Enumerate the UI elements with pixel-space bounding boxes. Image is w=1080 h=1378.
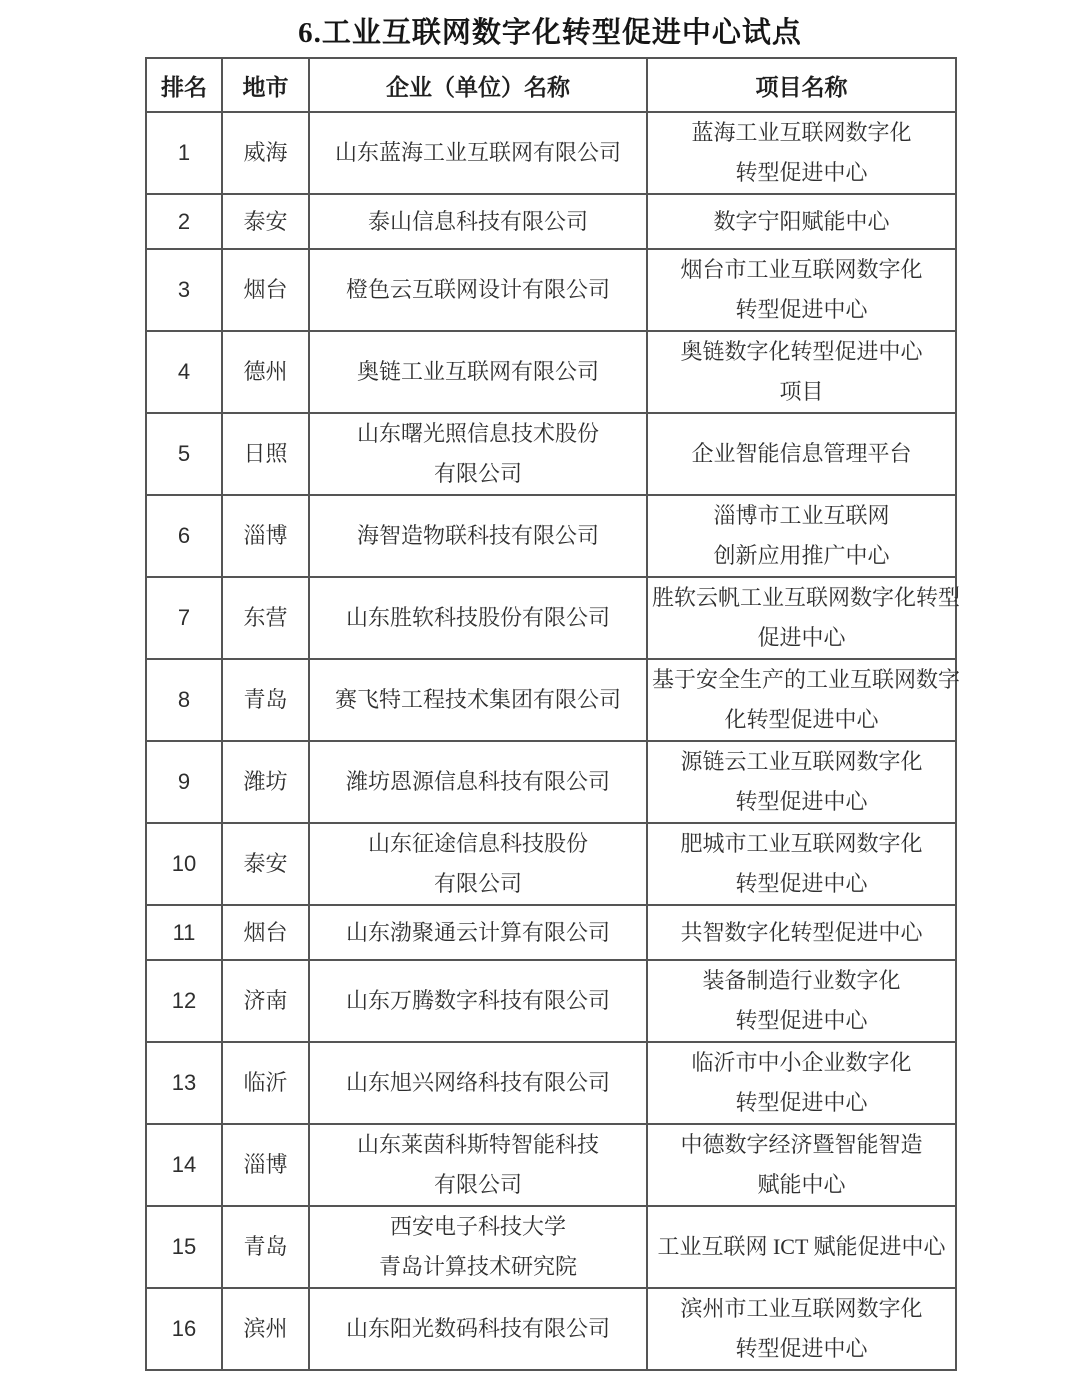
pilot-center-table: [145, 57, 961, 1371]
cell-text-line: 14: [171, 1152, 197, 1177]
cell-text-line: 潍坊: [243, 769, 288, 794]
table-cell-project: [647, 905, 956, 960]
table-body: [146, 112, 961, 1370]
table-cell-project: [647, 112, 956, 194]
cell-text-line: 工业互联网 ICT 赋能促进中心: [657, 1234, 946, 1259]
cell-text-line: 5: [177, 441, 191, 466]
table-cell-rank: [146, 823, 222, 905]
table-cell-city: [222, 577, 309, 659]
cell-text-line: 潍坊恩源信息科技有限公司: [345, 769, 610, 794]
table-cell-city: [222, 331, 309, 413]
table-cell-company: [309, 905, 647, 960]
cell-text-line: 山东征途信息科技股份: [367, 831, 588, 856]
table-cell-company: [309, 249, 647, 331]
cell-text-line: 烟台: [243, 277, 288, 302]
cell-text-line: 山东渤聚通云计算有限公司: [345, 919, 610, 945]
table-row: [146, 112, 956, 194]
table-cell-project: [647, 1206, 956, 1288]
table-cell-rank: [146, 413, 222, 495]
table-cell-company: [309, 1042, 647, 1124]
table-cell-city: [222, 495, 309, 577]
column-header-project: 项目名称: [647, 58, 956, 112]
cell-text-line: 转型促进中心: [735, 1090, 868, 1115]
cell-text-line: 装备制造行业数字化: [702, 968, 901, 993]
table-cell-rank: [146, 112, 222, 194]
table-cell-company: [309, 823, 647, 905]
table-cell-project: [647, 331, 956, 413]
table-cell-project: [647, 413, 956, 495]
cell-text-line: 蓝海工业互联网数字化: [691, 120, 912, 145]
cell-text-line: 东营: [243, 605, 288, 630]
table-cell-project: [647, 741, 956, 823]
cell-text-line: 源链云工业互联网数字化: [680, 749, 923, 774]
table-cell-city: [222, 1288, 309, 1370]
cell-text-line: 15: [171, 1234, 197, 1259]
cell-text-line: 山东阳光数码科技有限公司: [345, 1316, 610, 1341]
cell-text-line: 16: [171, 1316, 197, 1341]
table-cell-rank: [146, 331, 222, 413]
table-row: [146, 823, 956, 905]
cell-text-line: 西安电子科技大学: [389, 1214, 566, 1239]
column-header-rank: 排名: [146, 58, 222, 112]
table-row: [146, 741, 956, 823]
table-cell-project: [647, 577, 961, 659]
table-cell-company: [309, 1124, 647, 1206]
table-cell-rank: [146, 1124, 222, 1206]
cell-text-line: 赛飞特工程技术集团有限公司: [334, 687, 621, 712]
cell-text-line: 中德数字经济暨智能智造: [680, 1132, 923, 1157]
page-title: 6.工业互联网数字化转型促进中心试点: [298, 17, 802, 49]
cell-text-line: 山东万腾数字科技有限公司: [345, 988, 610, 1013]
table-header-row: [146, 58, 956, 112]
table-cell-project: [647, 960, 956, 1042]
cell-text-line: 泰山信息科技有限公司: [367, 208, 588, 234]
cell-text-line: 橙色云互联网设计有限公司: [345, 277, 610, 302]
table-cell-rank: [146, 194, 222, 249]
table-row: [146, 1042, 956, 1124]
table-cell-company: [309, 1288, 647, 1370]
table-row: [146, 413, 956, 495]
table-cell-rank: [146, 659, 222, 741]
table-cell-company: [309, 495, 647, 577]
cell-text-line: 淄博: [243, 523, 288, 548]
cell-text-line: 数字宁阳赋能中心: [713, 208, 890, 234]
cell-text-line: 4: [177, 359, 191, 384]
cell-text-line: 项目: [779, 379, 824, 404]
table-cell-city: [222, 413, 309, 495]
cell-text-line: 8: [177, 687, 191, 712]
cell-text-line: 基于安全生产的工业互联网数字: [652, 667, 961, 692]
cell-text-line: 6: [177, 523, 191, 548]
table-cell-project: [647, 1042, 956, 1124]
table-row: [146, 1124, 956, 1206]
table-cell-rank: [146, 577, 222, 659]
table-row: [146, 577, 956, 659]
table-cell-rank: [146, 1042, 222, 1124]
cell-text-line: 2: [177, 208, 191, 234]
cell-text-line: 山东旭兴网络科技有限公司: [345, 1070, 610, 1095]
cell-text-line: 淄博: [243, 1152, 288, 1177]
table-cell-city: [222, 741, 309, 823]
table-cell-project: [647, 249, 956, 331]
cell-text-line: 赋能中心: [757, 1172, 846, 1197]
table-cell-city: [222, 249, 309, 331]
table-row: [146, 1206, 956, 1288]
cell-text-line: 泰安: [243, 208, 288, 234]
cell-text-line: 青岛: [243, 1234, 288, 1259]
cell-text-line: 促进中心: [757, 625, 846, 650]
table-cell-city: [222, 960, 309, 1042]
cell-text-line: 泰安: [243, 851, 288, 876]
table-cell-rank: [146, 960, 222, 1042]
table-cell-rank: [146, 495, 222, 577]
cell-text-line: 烟台市工业互联网数字化: [680, 257, 923, 282]
column-header-company: 企业（单位）名称: [309, 58, 647, 112]
cell-text-line: 山东莱茵科斯特智能科技: [356, 1132, 599, 1157]
cell-text-line: 日照: [243, 441, 288, 466]
table-cell-company: [309, 194, 647, 249]
cell-text-line: 有限公司: [433, 1172, 522, 1197]
table-cell-company: [309, 1206, 647, 1288]
table-cell-project: [647, 495, 956, 577]
cell-text-line: 济南: [243, 988, 288, 1013]
table-header: [146, 58, 956, 112]
table-cell-rank: [146, 905, 222, 960]
table-cell-city: [222, 659, 309, 741]
cell-text-line: 3: [177, 277, 191, 302]
cell-text-line: 转型促进中心: [735, 1336, 868, 1361]
table-cell-city: [222, 194, 309, 249]
cell-text-line: 转型促进中心: [735, 1008, 868, 1033]
table-cell-city: [222, 905, 309, 960]
table-row: [146, 331, 956, 413]
table-cell-city: [222, 823, 309, 905]
cell-text-line: 海智造物联科技有限公司: [356, 523, 599, 548]
table-row: [146, 249, 956, 331]
cell-text-line: 企业智能信息管理平台: [691, 441, 912, 466]
cell-text-line: 临沂: [243, 1070, 288, 1095]
table-row: [146, 960, 956, 1042]
table-cell-project: [647, 823, 956, 905]
cell-text-line: 转型促进中心: [735, 789, 868, 814]
cell-text-line: 13: [171, 1070, 197, 1095]
table-cell-company: [309, 112, 647, 194]
table-row: [146, 905, 956, 960]
cell-text-line: 山东曙光照信息技术股份: [356, 421, 599, 446]
table-cell-company: [309, 577, 647, 659]
table-cell-company: [309, 413, 647, 495]
cell-text-line: 山东蓝海工业互联网有限公司: [334, 140, 621, 165]
table-cell-city: [222, 1206, 309, 1288]
cell-text-line: 转型促进中心: [735, 160, 868, 185]
table-cell-project: [647, 659, 961, 741]
cell-text-line: 12: [171, 988, 197, 1013]
column-header-city: 地市: [222, 58, 309, 112]
cell-text-line: 转型促进中心: [735, 297, 868, 322]
table-cell-city: [222, 1042, 309, 1124]
cell-text-line: 德州: [243, 359, 288, 384]
table-cell-city: [222, 112, 309, 194]
table-cell-project: [647, 1124, 956, 1206]
cell-text-line: 有限公司: [433, 871, 522, 896]
cell-text-line: 青岛计算技术研究院: [378, 1254, 577, 1279]
table-cell-project: [647, 194, 956, 249]
cell-text-line: 9: [177, 769, 191, 794]
cell-text-line: 威海: [243, 140, 288, 165]
table-cell-company: [309, 331, 647, 413]
cell-text-line: 滨州市工业互联网数字化: [680, 1296, 923, 1321]
cell-text-line: 共智数字化转型促进中心: [680, 919, 923, 945]
cell-text-line: 创新应用推广中心: [713, 543, 890, 568]
table-cell-company: [309, 659, 647, 741]
table-cell-project: [647, 1288, 956, 1370]
cell-text-line: 胜软云帆工业互联网数字化转型: [652, 585, 961, 610]
table-row: [146, 659, 956, 741]
table-cell-rank: [146, 741, 222, 823]
table-cell-company: [309, 741, 647, 823]
table-cell-rank: [146, 1288, 222, 1370]
cell-text-line: 滨州: [243, 1316, 288, 1341]
cell-text-line: 11: [172, 919, 196, 945]
cell-text-line: 青岛: [243, 687, 288, 712]
cell-text-line: 7: [177, 605, 191, 630]
cell-text-line: 奥链数字化转型促进中心: [680, 339, 923, 364]
cell-text-line: 临沂市中小企业数字化: [691, 1050, 912, 1075]
table-cell-company: [309, 960, 647, 1042]
cell-text-line: 10: [171, 851, 197, 876]
table-row: [146, 495, 956, 577]
table-cell-city: [222, 1124, 309, 1206]
cell-text-line: 1: [177, 140, 191, 165]
table-cell-rank: [146, 1206, 222, 1288]
cell-text-line: 烟台: [243, 919, 288, 945]
cell-text-line: 肥城市工业互联网数字化: [680, 831, 923, 856]
cell-text-line: 奥链工业互联网有限公司: [356, 359, 599, 384]
table-row: [146, 194, 956, 249]
table-row: [146, 1288, 956, 1370]
cell-text-line: 山东胜软科技股份有限公司: [345, 605, 610, 630]
cell-text-line: 化转型促进中心: [724, 707, 879, 732]
table-cell-rank: [146, 249, 222, 331]
cell-text-line: 转型促进中心: [735, 871, 868, 896]
cell-text-line: 淄博市工业互联网: [713, 503, 890, 528]
cell-text-line: 有限公司: [433, 461, 522, 486]
